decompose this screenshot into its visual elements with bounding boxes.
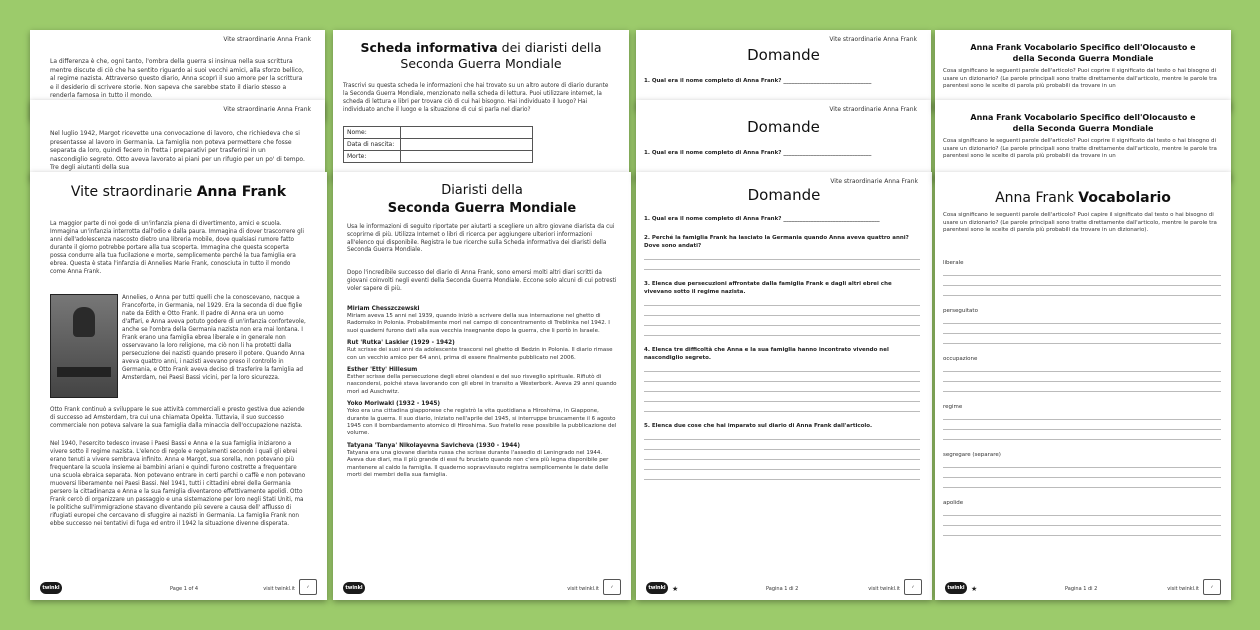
- diarist-entry: [347, 443, 617, 480]
- page-title: Domande: [747, 186, 821, 204]
- page-title: [30, 184, 327, 200]
- page-header: Vite straordinarie Anna Frank: [223, 106, 311, 113]
- answer-line[interactable]: [644, 392, 920, 402]
- answer-line[interactable]: [644, 326, 920, 336]
- title-line1: Diaristi della: [441, 183, 523, 198]
- answer-line[interactable]: [644, 402, 920, 412]
- questions: [644, 216, 920, 480]
- diarist-name: Miriam Chesszczewski: [347, 306, 420, 312]
- answer-line[interactable]: [943, 372, 1221, 382]
- col4-front-page: [935, 172, 1231, 600]
- page-title: Anna Frank Vocabolario Specifico dell'Olocausto e della Seconda Guerra Mondiale: [970, 113, 1196, 133]
- page-header: Vite straordinarie Anna Frank: [830, 178, 918, 185]
- question-1: 1. Qual era il nome completo di Anna Frank? ________________________________: [644, 150, 872, 156]
- answer-line[interactable]: [644, 250, 920, 260]
- col3-front-page: [636, 172, 932, 600]
- footer-site: visit twinkl.it: [1167, 586, 1199, 592]
- intro-text: Usa le informazioni di seguito riportate per aiutarti a scegliere un altro giovane diarista da cui scoprirne di più. Utilizza Internet o libri di ricerca per aggiungere ulteriori informazioni all'elenco qui disponibile. Registra le tue ricerche sulla Scheda informativa dei diaristi della Seconda Guerra Mondiale.: [347, 224, 615, 254]
- answer-line[interactable]: [943, 506, 1221, 516]
- diarist-entry: [347, 340, 617, 362]
- diarist-name: Tatyana 'Tanya' Nikolayevna Savicheva (1930 - 1944): [347, 442, 520, 449]
- twinkl-logo: twinkl: [40, 582, 62, 594]
- answer-line[interactable]: [644, 470, 920, 480]
- info-table: [343, 126, 533, 163]
- diarist-text: Rut scrisse dei suoi anni da adolescente trascorsi nel ghetto di Bedzin in Polonia. Il diario rimase con un vecchio amico per 64 anni, prima di essere finalmente pubblicato nel 2006.: [347, 347, 613, 361]
- table-label: Data di nascita:: [344, 139, 401, 151]
- vocab-word: apolide: [943, 500, 964, 506]
- answer-line[interactable]: [943, 468, 1221, 478]
- footer-page-number: Page 1 of 4: [170, 586, 199, 592]
- diarist-text: Miriam aveva 15 anni nel 1939, quando iniziò a scrivere della sua internazione nel ghetto di Radomsko in Polonia. Probabilmente morì nel campo di concentramento di Treblinka nel 1942. I suoi quaderni furono dati alla sua vecchia insegnante dopo la guerra, che li portò in Israele.: [347, 313, 610, 334]
- diarist-entry: [347, 401, 617, 438]
- title-bold: Scheda informativa: [360, 40, 498, 55]
- answer-line[interactable]: [644, 460, 920, 470]
- intro-text: La maggior parte di noi gode di un'infanzia piena di divertimento, amici e scuola. Immagina un'infanzia interrotta dall'odio e dalla paura. Immagina di dover trascorrere gli anni dell'adolescenza nascosto dietro una libreria mobile, dove qualsiasi rumore fatto durante il giorno potrebbe portare alla tua scoperta. Immagina che questa scoperta possa condurre alla tua fucilazione e morte, semplicemente perché la tua famiglia era ebrea. Questa è stata l'infanzia di Annelies Marie Frank, conosciuta in tutto il mondo come Anna Frank.: [50, 221, 304, 275]
- diarist-name: Esther 'Etty' Hillesum: [347, 367, 418, 374]
- title-plain: Anna Frank: [995, 190, 1079, 206]
- answer-line[interactable]: [943, 516, 1221, 526]
- vocab-word: occupazione: [943, 356, 978, 362]
- answer-line[interactable]: [644, 450, 920, 460]
- col1-back-page-2: [30, 100, 325, 180]
- title-rest: dei diaristi della: [497, 40, 602, 55]
- col4-back-page-2: [935, 100, 1231, 180]
- vocab-word: liberale: [943, 260, 964, 266]
- photo-desk: [57, 367, 111, 377]
- page-text: Cosa significano le seguenti parole dell'articolo? Puoi coprire il significato dal testo o hai bisogno di usare un dizionario? (Le parole principali sono tratte direttamente dall'articolo, mentre le parole tra parentesi sono le scelte di parola più probabili da trovare in un: [943, 138, 1217, 160]
- answer-line[interactable]: [943, 276, 1221, 286]
- answer-line[interactable]: [943, 362, 1221, 372]
- answer-line[interactable]: [943, 478, 1221, 488]
- table-row: [344, 127, 533, 139]
- answer-line[interactable]: [644, 362, 920, 372]
- answer-line[interactable]: [943, 314, 1221, 324]
- col4-back-page-1: [935, 30, 1231, 110]
- col3-back-page-2: [636, 100, 931, 180]
- question-5: 5. Elenca due cose che hai imparato sul diario di Anna Frank dall'articolo.: [644, 423, 873, 429]
- paragraph-3: Nel 1940, l'esercito tedesco invase i Paesi Bassi e Anna e la sua famiglia iniziarono a vivere sotto il regime nazista. L'elenco di regole e regolamenti secondo i quali gli ebrei erano tenuti a vivere sembrava infinito. Anna e Margot, sua sorella, non potevano più frequentare la scuola insieme ai bambini ariani e quindi furono costrette a frequentare una scuola ebraica separata. Non potevano entrare in certi parchi o caffè e non potevano muoversi liberamente nei Paesi Bassi. Nel 1941, tutti i cittadini ebrei della Germania persero la cittadinanza e Anna e la sua famiglia diventarono effettivamente apolidi. Otto Frank cercò di organizzare un passaggio e una sistemazione per loro negli Stati Uniti, ma le politiche sull'immigrazione stavano diventando più severe a causa dell' afflusso di rifugiati europei che cercavano di sfuggire ai nazisti in Germania. La famiglia Frank non ebbe successo nei tentativi di fuga ed entro il 1942 la situazione divenne disperata.: [50, 441, 306, 527]
- table-cell[interactable]: [401, 151, 533, 163]
- answer-line[interactable]: [644, 430, 920, 440]
- col2-back-page: [333, 30, 629, 180]
- table-label: Morte:: [344, 151, 401, 163]
- title-bold: Vocabolario: [1078, 190, 1171, 206]
- diarist-list: [347, 306, 617, 480]
- twinkl-logo: twinkl: [945, 582, 967, 594]
- footer-site: visit twinkl.it: [567, 586, 599, 592]
- paragraph-2: Otto Frank continuò a sviluppare le sue attività commerciali e presto gestiva due aziende di successo ad Amsterdam, tra cui una chiamata Opekta. Tuttavia, il suo successo commerciale non poteva salvare la sua famiglia dalla minaccia dell'occupazione nazista.: [50, 407, 305, 429]
- diarist-text: Tatyana era una giovane diarista russa che scrisse durante l'assedio di Leningrado nel 1944. Aveva due diari, ma il più grande di essi fu bruciato quando non c'era più legna disponibile per mantenere al caldo la famiglia. Il quaderno sopravvissuto registra semplicemente le date delle morti dei membri della sua famiglia.: [347, 449, 609, 479]
- diarist-name: Rut 'Rutka' Laskier (1929 - 1942): [347, 340, 455, 347]
- diarist-text: Yoko era una cittadina giapponese che registrò la vita quotidiana a Hiroshima, in Giappone, durante la guerra. Il suo diario, iniziato nell'aprile del 1945, si interruppe bruscamente il 6 agosto 1945 con il bombardamento atomico di Hiroshima. Suo fratello rese possibile la pubblicazione del volume.: [347, 408, 617, 437]
- answer-line[interactable]: [644, 316, 920, 326]
- answer-line[interactable]: [644, 306, 920, 316]
- intro-text: Cosa significano le seguenti parole dell'articolo? Puoi capire il significato dal testo o hai bisogno di usare un dizionario? (Le parole principali sono tratte direttamente dall'articolo, mentre le parole tra parentesi sono le scelte di parola più probabili da trovare in un dizionario).: [943, 212, 1217, 234]
- title-plain: Vite straordinarie: [70, 184, 197, 200]
- question-3: 3. Elenca due persecuzioni affrontate dalla famiglia Frank e dagli altri ebrei che vivevano sotto il regime nazista.: [644, 281, 892, 295]
- page-text: Nel luglio 1942, Margot ricevette una convocazione di lavoro, che richiedeva che si presentasse al lavoro in Germania. La famiglia non poteva permettere che fosse separata da loro, quindi fecero in fretta i preparativi per trasferirsi in un nascondiglio segreto. Otto aveva lavorato ai piani per un rifugio per un po' di tempo. Tre degli aiutanti della sua: [50, 130, 305, 171]
- title-bold: Anna Frank: [196, 184, 287, 200]
- footer-site: visit twinkl.it: [263, 586, 295, 592]
- photo-side-text: Annelies, o Anna per tutti quelli che la conoscevano, nacque a Francoforte, in Germania, nel 1929. Era la seconda di due figlie nate da Edith e Otto Frank. Il padre di Anna era un uomo d'affari, e Anna aveva potuto godere di un'infanzia confortevole, anche se l'ombra della Germania nazista non era mai lontana. I Frank erano una famiglia ebrea liberale e in generale non osservavano la loro religione, ma ciò non li ha protetti dalla persecuzione dei nazisti quando presero il potere. Quando Anna aveva quattro anni, i nazisti avevano preso il controllo in Germania, e Otto Frank aveva deciso di trasferire la famiglia ad Amsterdam, nei Paesi Bassi vicini, per la loro sicurezza.: [122, 295, 306, 381]
- twinkl-logo: twinkl: [343, 582, 365, 594]
- page-header: Vite straordinarie Anna Frank: [829, 106, 917, 113]
- answer-line[interactable]: [943, 420, 1221, 430]
- answer-line[interactable]: [943, 286, 1221, 296]
- answer-line[interactable]: [644, 296, 920, 306]
- answer-line[interactable]: [943, 334, 1221, 344]
- answer-line[interactable]: [644, 440, 920, 450]
- answer-line[interactable]: [943, 410, 1221, 420]
- page-text: La differenza è che, ogni tanto, l'ombra della guerra si insinua nella sua scrittura mentre discute di ciò che ha sentito riguardo ai suoi vecchi amici, alla sforzo bellico, al regime nazista. Attraverso questo diario, Anna scoprì il suo amore per la scrittura e il desiderio di scrivere storie. Non sapeva che sarebbe stato il diario stesso a renderla famosa in tutto il mondo.: [50, 58, 304, 99]
- page-title: Domande: [747, 118, 820, 136]
- footer-badge-icon: ✓: [299, 579, 317, 595]
- page-title: [333, 182, 631, 218]
- page-title: [935, 190, 1231, 206]
- page-footer: [30, 576, 327, 600]
- diarist-name: Yoko Moriwaki (1932 - 1945): [347, 401, 441, 408]
- answer-line[interactable]: [943, 266, 1221, 276]
- col3-back-page-1: [636, 30, 931, 110]
- page-footer: [935, 576, 1231, 600]
- answer-line[interactable]: [644, 372, 920, 382]
- page-footer: [333, 576, 631, 600]
- star-icon: ★: [971, 585, 978, 593]
- footer-badge-icon: ✓: [904, 579, 922, 595]
- table-cell[interactable]: [401, 127, 533, 139]
- anne-frank-photo: [50, 294, 118, 398]
- answer-line[interactable]: [943, 324, 1221, 334]
- page-title: [333, 40, 629, 72]
- star-icon: ★: [672, 585, 679, 593]
- page-header: Vite straordinarie Anna Frank: [829, 36, 917, 43]
- table-label: Nome:: [344, 127, 401, 139]
- vocab-list: [943, 256, 1221, 536]
- answer-line[interactable]: [943, 430, 1221, 440]
- page-header: Vite straordinarie Anna Frank: [223, 36, 311, 43]
- answer-line[interactable]: [943, 458, 1221, 468]
- answer-line[interactable]: [644, 260, 920, 270]
- col2-front-page: [333, 172, 631, 600]
- footer-page-number: Pagina 1 di 2: [1065, 586, 1098, 592]
- vocab-word: regime: [943, 404, 963, 410]
- footer-badge-icon: ✓: [603, 579, 621, 595]
- answer-line[interactable]: [644, 382, 920, 392]
- diarist-entry: [347, 367, 617, 396]
- page-title: Anna Frank Vocabolario Specifico dell'Olocausto e della Seconda Guerra Mondiale: [970, 43, 1196, 63]
- footer-badge-icon: ✓: [1203, 579, 1221, 595]
- table-row: [344, 151, 533, 163]
- page-footer: [636, 576, 932, 600]
- intro-text-2: Dopo l'incredibile successo del diario di Anna Frank, sono emersi molti altri diari scritti da giovani coinvolti negli eventi della Seconda Guerra Mondiale. Eccone solo alcuni di cui potresti voler sapere di più.: [347, 270, 617, 292]
- table-cell[interactable]: [401, 139, 533, 151]
- photo-figure: [73, 307, 95, 337]
- question-1: 1. Qual era il nome completo di Anna Frank? ___________________________________: [644, 216, 880, 222]
- title-line2: Seconda Guerra Mondiale: [387, 201, 577, 216]
- page-text: Cosa significano le seguenti parole dell'articolo? Puoi coprire il significato dal testo o hai bisogno di usare un dizionario? (Le parole principali sono tratte direttamente dall'articolo, mentre le parole tra parentesi sono le scelte di parola più probabili da trovare in un: [943, 68, 1217, 90]
- question-4: 4. Elenca tre difficoltà che Anna e la sua famiglia hanno incontrato vivendo nel nascondiglio segreto.: [644, 347, 889, 361]
- table-row: [344, 139, 533, 151]
- page-title: Domande: [747, 46, 820, 64]
- diarist-text: Esther scrisse della persecuzione degli ebrei olandesi e del suo risveglio spirituale. Rifiutò di nascondersi, poiché stava lavorando con gli ebrei in transito a Westerbork. Aveva 29 anni quando morì ad Auschwitz.: [347, 374, 617, 395]
- col1-front-page: [30, 172, 327, 600]
- title-line2: Seconda Guerra Mondiale: [400, 56, 562, 71]
- vocab-word: perseguitato: [943, 308, 978, 314]
- intro-text: Trascrivi su questa scheda le informazioni che hai trovato su un altro autore di diario durante la Seconda Guerra Mondiale, menzionato nella scheda di lettura. Puoi utilizzare internet, la scheda di lettura e libri per trovare ciò di cui hai bisogno. Hai individuato il luogo? Hai individuato anche il luogo e la situazione di cui si parla nel diario?: [343, 83, 609, 113]
- answer-line[interactable]: [943, 382, 1221, 392]
- vocab-word: segregare (separare): [943, 452, 1001, 458]
- answer-line[interactable]: [943, 526, 1221, 536]
- footer-site: visit twinkl.it: [868, 586, 900, 592]
- diarist-entry: [347, 306, 617, 335]
- question-1: 1. Qual era il nome completo di Anna Frank? ________________________________: [644, 78, 872, 84]
- footer-page-number: Pagina 1 di 2: [766, 586, 799, 592]
- twinkl-logo: twinkl: [646, 582, 668, 594]
- question-2: 2. Perché la famiglia Frank ha lasciato la Germania quando Anna aveva quattro anni? Dove sono andati?: [644, 235, 909, 249]
